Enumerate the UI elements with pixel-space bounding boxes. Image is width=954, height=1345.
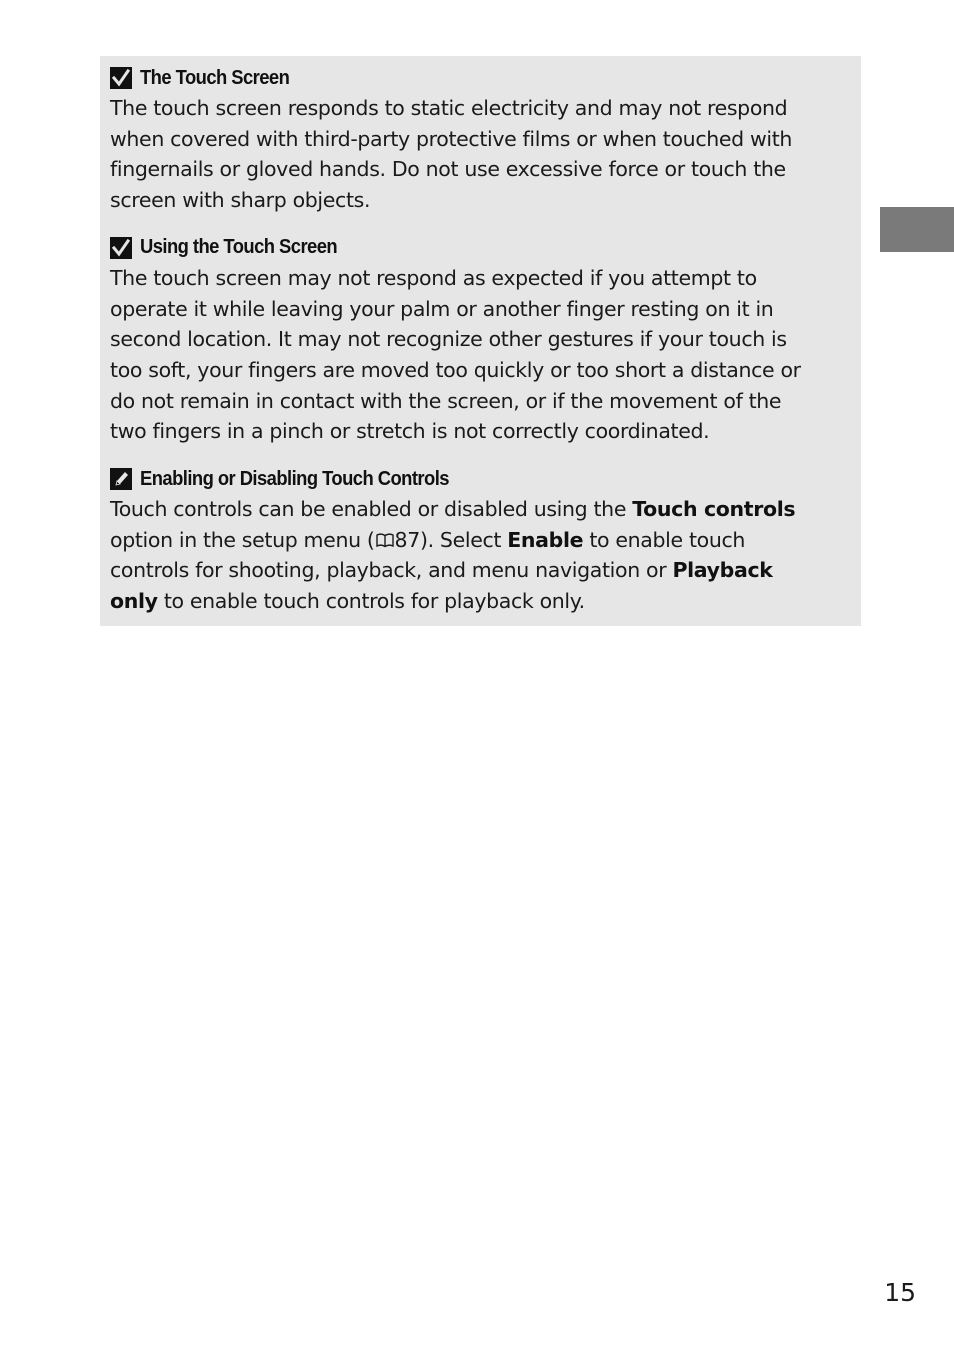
note-touch-screen <box>110 63 851 216</box>
text-run: to enable touch <box>583 527 746 552</box>
text-line: second location. It may not recognize other gestures if your touch is <box>110 327 787 352</box>
chapter-tab <box>880 207 954 252</box>
caution-check-icon <box>110 67 132 89</box>
page-number: 15 <box>884 1278 916 1307</box>
text-line: do not remain in contact with the screen, or if the movement of the <box>110 388 782 413</box>
note-title: Enabling or Disabling Touch Controls <box>140 467 449 490</box>
note-body <box>110 494 851 617</box>
note-body <box>110 263 851 447</box>
text-run: option in the setup menu ( <box>110 527 375 552</box>
book-reference-icon <box>375 532 395 549</box>
text-line: fingernails or gloved hands. Do not use excessive force or touch the <box>110 157 786 182</box>
text-run: controls for shooting, playback, and menu navigation or <box>110 558 673 583</box>
note-heading <box>110 63 851 93</box>
option-enable: Enable <box>507 527 584 552</box>
text-line: two fingers in a pinch or stretch is not correctly coordinated. <box>110 419 710 444</box>
text-run: Touch controls can be enabled or disabled using the <box>110 497 633 522</box>
text-line: operate it while leaving your palm or another finger resting on it in <box>110 296 774 321</box>
text-line <box>110 525 851 556</box>
note-heading <box>110 233 851 263</box>
page-reference: 87 <box>394 527 420 552</box>
text-line: too soft, your fingers are moved too quickly or too short a distance or <box>110 357 801 382</box>
text-line: The touch screen responds to static electricity and may not respond <box>110 96 788 120</box>
note-body <box>110 93 851 216</box>
menu-item-touch-controls: Touch controls <box>632 497 796 522</box>
note-touch-controls <box>110 464 851 617</box>
note-using-touch-screen <box>110 233 851 447</box>
note-title: Using the Touch Screen <box>140 236 338 259</box>
option-playback-only: Playback <box>672 558 773 583</box>
text-line <box>110 494 851 525</box>
caution-check-icon <box>110 237 132 259</box>
text-run: ). Select <box>419 527 508 552</box>
note-heading <box>110 464 851 494</box>
text-line <box>110 586 851 617</box>
text-line: The touch screen may not respond as expected if you attempt to <box>110 265 757 290</box>
pencil-note-icon <box>110 468 132 490</box>
text-line: when covered with third-party protective films or when touched with <box>110 126 793 151</box>
text-line: screen with sharp objects. <box>110 188 371 213</box>
text-line <box>110 555 851 586</box>
note-title: The Touch Screen <box>140 66 290 89</box>
notes-box <box>100 56 861 626</box>
option-playback-only-cont: only <box>110 589 158 614</box>
text-run: to enable touch controls for playback only. <box>157 589 585 614</box>
